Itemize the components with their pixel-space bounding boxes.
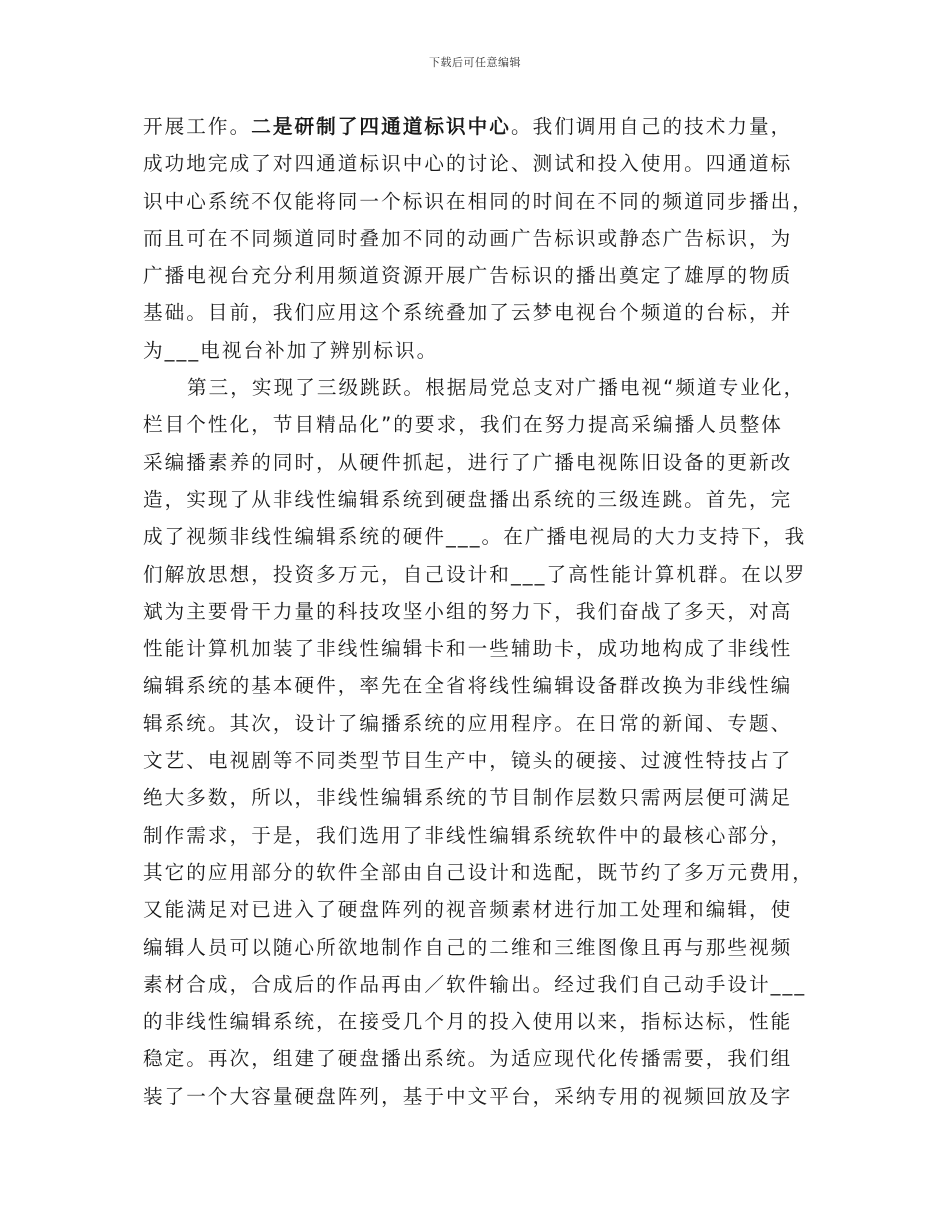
text-line [143, 220, 818, 257]
text-line [143, 369, 818, 406]
text-line [143, 1078, 818, 1115]
text-run: 性能计算机加装了非线性编辑卡和一些辅助卡，成功地构成了非线性 [143, 637, 793, 661]
text-line [143, 444, 818, 481]
text-line [143, 630, 818, 667]
text-line [143, 854, 818, 891]
text-line [143, 145, 818, 182]
text-line [143, 294, 818, 331]
text-run: 而且可在不同频道同时叠加不同的动画广告标识或静态广告标识，为 [143, 226, 793, 250]
text-run: 装了一个大容量硬盘阵列，基于中文平台，采纳专用的视频回放及字 [143, 1084, 793, 1108]
document-body [143, 108, 818, 1115]
text-run: 的非线性编辑系统，在接受几个月的投入使用以来，指标达标，性能 [143, 1010, 793, 1034]
text-line [143, 108, 818, 145]
text-run: 采编播素养的同时，从硬件抓起，进行了广播电视陈旧设备的更新改 [143, 450, 793, 474]
text-line [143, 332, 818, 369]
text-run: 成了视频非线性编辑系统的硬件___。在广播电视局的大力支持下，我 [143, 525, 807, 549]
text-line [143, 257, 818, 294]
text-line [143, 183, 818, 220]
text-run: 。我们调用自己的技术力量， [510, 115, 793, 138]
text-run: 辑系统。其次，设计了编播系统的应用程序。在日常的新闻、专题、 [143, 711, 793, 735]
text-run: 编辑人员可以随心所欲地制作自己的二维和三维图像且再与那些视频 [143, 935, 793, 959]
text-line [143, 556, 818, 593]
page-header: 下载后可任意编辑 [429, 56, 521, 69]
text-line [143, 406, 818, 443]
text-run: 识中心系统不仅能将同一个标识在相同的时间在不同的频道同步播出， [143, 189, 814, 213]
text-line [143, 518, 818, 555]
text-run: 栏目个性化，节目精品化”的要求，我们在努力提高采编播人员整体 [143, 413, 783, 437]
text-run: 造，实现了从非线性编辑系统到硬盘播出系统的三级连跳。首先，完 [143, 487, 793, 511]
text-line [143, 779, 818, 816]
bold-text-run: 二是研制了四通道标识中心 [251, 115, 511, 138]
text-run: 稳定。再次，组建了硬盘播出系统。为适应现代化传播需要，我们组 [143, 1047, 793, 1071]
text-run: 们解放思想，投资多万元，自己设计和___了高性能计算机群。在以罗 [143, 562, 807, 586]
text-line [143, 1040, 818, 1077]
text-line [143, 481, 818, 518]
text-run: 第三，实现了三级跳跃。根据局党总支对广播电视“频道专业化， [187, 376, 806, 400]
text-line [143, 929, 818, 966]
text-run: 编辑系统的基本硬件，率先在全省将线性编辑设备群改换为非线性编 [143, 674, 793, 698]
text-run: 素材合成，合成后的作品再由／软件输出。经过我们自己动手设计___ [143, 972, 807, 996]
text-run: 广播电视台充分利用频道资源开展广告标识的播出奠定了雄厚的物质 [143, 264, 793, 288]
text-line [143, 966, 818, 1003]
text-line [143, 891, 818, 928]
text-run: 其它的应用部分的软件全部由自己设计和选配，既节约了多万元费用， [143, 860, 814, 884]
text-line [143, 593, 818, 630]
text-run: 成功地完成了对四通道标识中心的讨论、测试和投入使用。四通道标 [143, 152, 793, 176]
text-line [143, 742, 818, 779]
text-run: 又能满足对已进入了硬盘阵列的视音频素材进行加工处理和编辑，使 [143, 898, 793, 922]
text-run: 绝大多数，所以，非线性编辑系统的节目制作层数只需两层便可满足 [143, 786, 793, 810]
text-run: 斌为主要骨干力量的科技攻坚小组的努力下，我们奋战了多天，对高 [143, 599, 793, 623]
text-run: 为___电视台补加了辨别标识。 [143, 338, 439, 362]
text-line [143, 817, 818, 854]
text-run: 制作需求，于是，我们选用了非线性编辑系统软件中的最核心部分， [143, 823, 793, 847]
text-line [143, 1003, 818, 1040]
text-run: 基础。目前，我们应用这个系统叠加了云梦电视台个频道的台标，并 [143, 301, 793, 325]
text-run: 开展工作。 [143, 115, 252, 138]
text-line [143, 667, 818, 704]
text-line [143, 705, 818, 742]
text-run: 文艺、电视剧等不同类型节目生产中，镜头的硬接、过渡性特技占了 [143, 749, 793, 773]
